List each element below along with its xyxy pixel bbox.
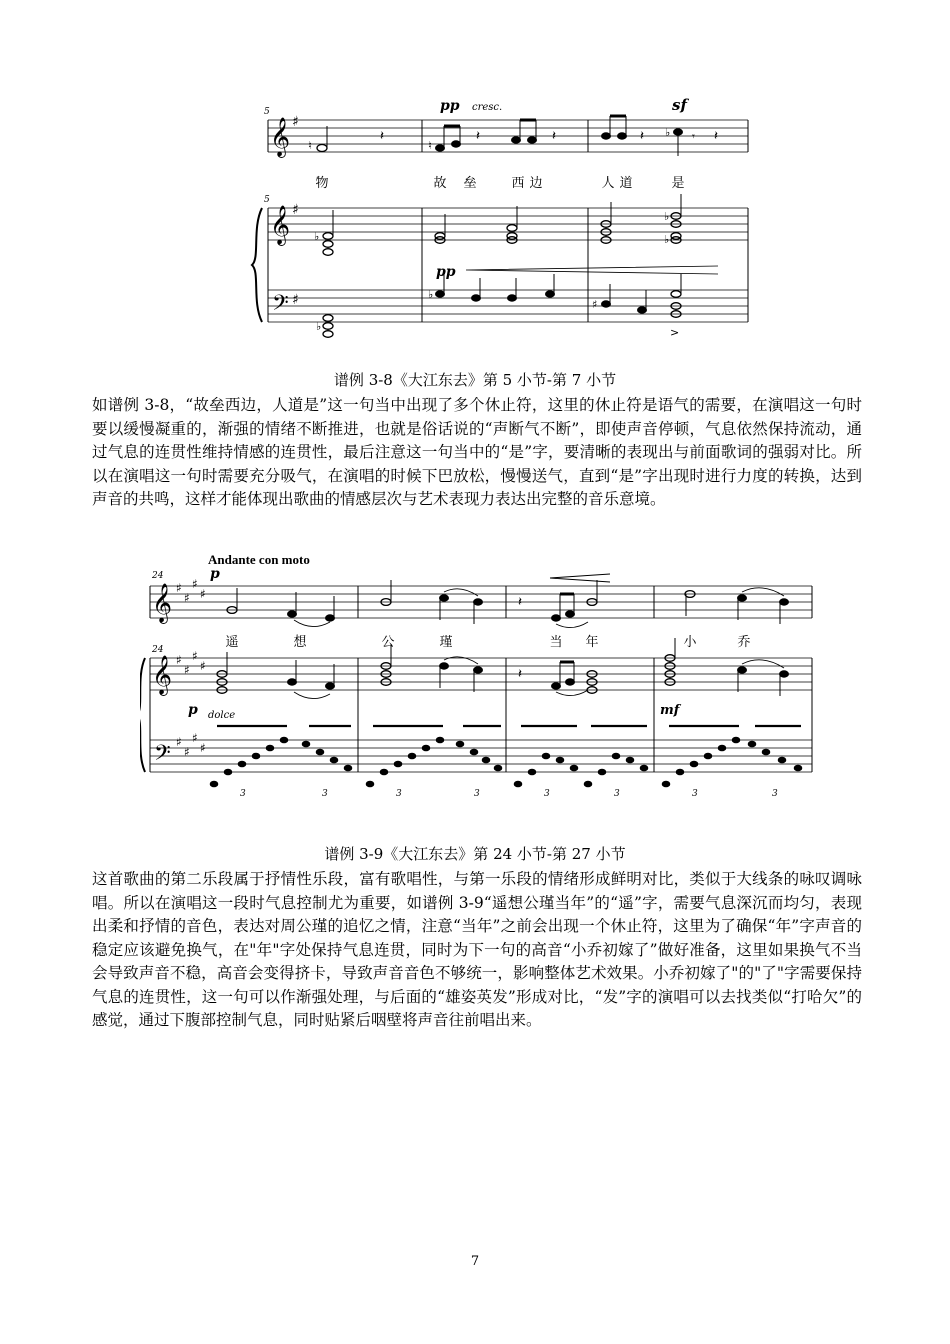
svg-text:3: 3 [474, 789, 480, 798]
svg-text:是: 是 [671, 176, 685, 191]
svg-text:♯: ♯ [184, 663, 190, 677]
svg-text:♯: ♯ [292, 114, 299, 130]
svg-text:>: > [670, 326, 680, 339]
svg-text:当: 当 [549, 635, 563, 650]
svg-text:♯: ♯ [292, 202, 299, 218]
svg-text:♯: ♯ [176, 581, 182, 595]
svg-text:西: 西 [511, 176, 525, 191]
svg-text:♭: ♭ [664, 210, 670, 223]
treble-clef-icon: 𝄞 [152, 655, 173, 695]
score-example-3-9 [140, 548, 830, 798]
svg-text:瑾: 瑾 [439, 635, 453, 650]
bass-clef-icon: 𝄢 [154, 741, 171, 771]
svg-text:𝄽: 𝄽 [380, 129, 384, 144]
score-example-3-8 [240, 98, 760, 360]
svg-text:遥: 遥 [225, 635, 239, 650]
treble-clef-icon: 𝄞 [270, 117, 291, 157]
svg-text:♯: ♯ [184, 745, 190, 759]
svg-text:公: 公 [381, 635, 395, 650]
svg-text:cresc.: cresc. [472, 102, 503, 113]
svg-text:pp: pp [436, 264, 456, 280]
svg-text:物: 物 [315, 176, 329, 191]
treble-clef-icon: 𝄞 [270, 205, 291, 245]
svg-text:♯: ♯ [592, 298, 598, 311]
svg-text:♮: ♮ [428, 139, 432, 152]
svg-text:♭: ♭ [664, 233, 670, 246]
svg-text:♯: ♯ [184, 591, 190, 605]
svg-text:♯: ♯ [192, 577, 198, 591]
caption-example-3-8: 谱例 3-8《大江东去》第 5 小节-第 7 小节 [333, 371, 617, 389]
paragraph-analysis-1: 如谱例 3-8，“故垒西边，人道是”这一句当中出现了多个休止符，这里的休止符是语气的需要，在演唱这一句时要以缓慢凝重的，渐强的情绪不断推进，也就是俗话说的“声断气不断”，即使声音停顿，气息依然保持流动，通过气息的连贯性维持情感的连贯性，最后注意这一句当中的“是”字，要清晰的表现出与前面歌词的强弱对比。所以在演唱这一句时需要充分吸气，在演唱的时候下巴放松，慢慢送气，直到“是”字出现时进行力度的转换，达到声音的共鸣，这样才能体现出歌曲的情感层次与艺术表现力表达出完整的音乐意境。 [92, 396, 862, 508]
svg-text:sf: sf [672, 98, 687, 114]
svg-text:mf: mf [660, 703, 680, 718]
svg-text:p: p [210, 566, 220, 582]
svg-text:24: 24 [152, 645, 164, 655]
svg-text:♮: ♮ [308, 139, 312, 152]
svg-text:垒: 垒 [463, 176, 477, 191]
paragraph-analysis-2: 这首歌曲的第二乐段属于抒情性乐段，富有歌唱性，与第一乐段的情绪形成鲜明对比，类似于大线条的咏叹调咏唱。所以在演唱这一段时气息控制尤为重要，如谱例 3-9“遥想公瑾当年”的“遥”字，需要气息深沉而均匀，表现出柔和抒情的音色，表达对周公瑾的追忆之情，注意“当年”之前会出现一个休止符，这里为了确保“年”字声音的稳定应该避免换气，在"年"字处保持气息连贯，同时为下一句的高音“小乔初嫁了”做好准备，这里如果换气不当会导致声音不稳，高音会变得挤卡，导致声音音色不够统一，影响整体艺术效果。小乔初嫁了"的"了"字需要保持气息的连贯性，这一句可以作渐强处理，与后面的“雄姿英发”形成对比，“发”字的演唱可以去找类似“打哈欠”的感觉，通过下腹部控制气息，同时贴紧后咽壁将声音往前唱出来。 [92, 870, 862, 1029]
svg-text:𝄽: 𝄽 [476, 129, 480, 144]
svg-text:♯: ♯ [192, 731, 198, 745]
svg-text:道: 道 [619, 176, 633, 191]
svg-text:24: 24 [152, 571, 164, 581]
svg-text:♭: ♭ [314, 230, 320, 243]
svg-text:𝄽: 𝄽 [714, 129, 718, 144]
svg-text:3: 3 [692, 789, 698, 798]
svg-text:dolce: dolce [208, 710, 236, 721]
svg-text:♯: ♯ [292, 292, 299, 308]
svg-text:人: 人 [601, 176, 615, 191]
svg-text:𝄽: 𝄽 [518, 595, 522, 610]
treble-clef-icon: 𝄞 [152, 583, 173, 623]
caption-example-3-9: 谱例 3-9《大江东去》第 24 小节-第 27 小节 [324, 845, 626, 863]
svg-text:3: 3 [396, 789, 402, 798]
svg-text:♯: ♯ [200, 741, 206, 755]
svg-text:5: 5 [264, 107, 270, 117]
bass-clef-icon: 𝄢 [272, 291, 289, 321]
svg-text:♭: ♭ [428, 288, 434, 301]
svg-text:♯: ♯ [200, 587, 206, 601]
svg-text:年: 年 [585, 635, 599, 650]
svg-text:边: 边 [529, 176, 543, 191]
svg-text:5: 5 [264, 195, 270, 205]
svg-text:小: 小 [683, 635, 697, 650]
svg-text:3: 3 [240, 789, 246, 798]
svg-text:♯: ♯ [176, 735, 182, 749]
svg-text:3: 3 [544, 789, 550, 798]
svg-text:p: p [188, 702, 198, 718]
svg-text:pp: pp [440, 98, 460, 114]
svg-text:𝄾: 𝄾 [692, 130, 695, 143]
svg-text:Andante con moto: Andante con moto [208, 552, 310, 567]
svg-text:3: 3 [614, 789, 620, 798]
svg-text:♭: ♭ [665, 126, 671, 139]
svg-text:想: 想 [293, 635, 307, 650]
svg-text:♯: ♯ [192, 649, 198, 663]
svg-text:♯: ♯ [200, 659, 206, 673]
page-number: 7 [470, 1254, 480, 1269]
svg-text:乔: 乔 [737, 635, 751, 650]
svg-text:♭: ♭ [316, 320, 322, 333]
svg-text:故: 故 [433, 176, 447, 191]
svg-text:3: 3 [772, 789, 778, 798]
svg-text:𝄽: 𝄽 [552, 129, 556, 144]
svg-text:𝄽: 𝄽 [640, 129, 644, 144]
svg-text:♯: ♯ [176, 653, 182, 667]
svg-text:3: 3 [322, 789, 328, 798]
svg-text:𝄽: 𝄽 [518, 667, 522, 682]
